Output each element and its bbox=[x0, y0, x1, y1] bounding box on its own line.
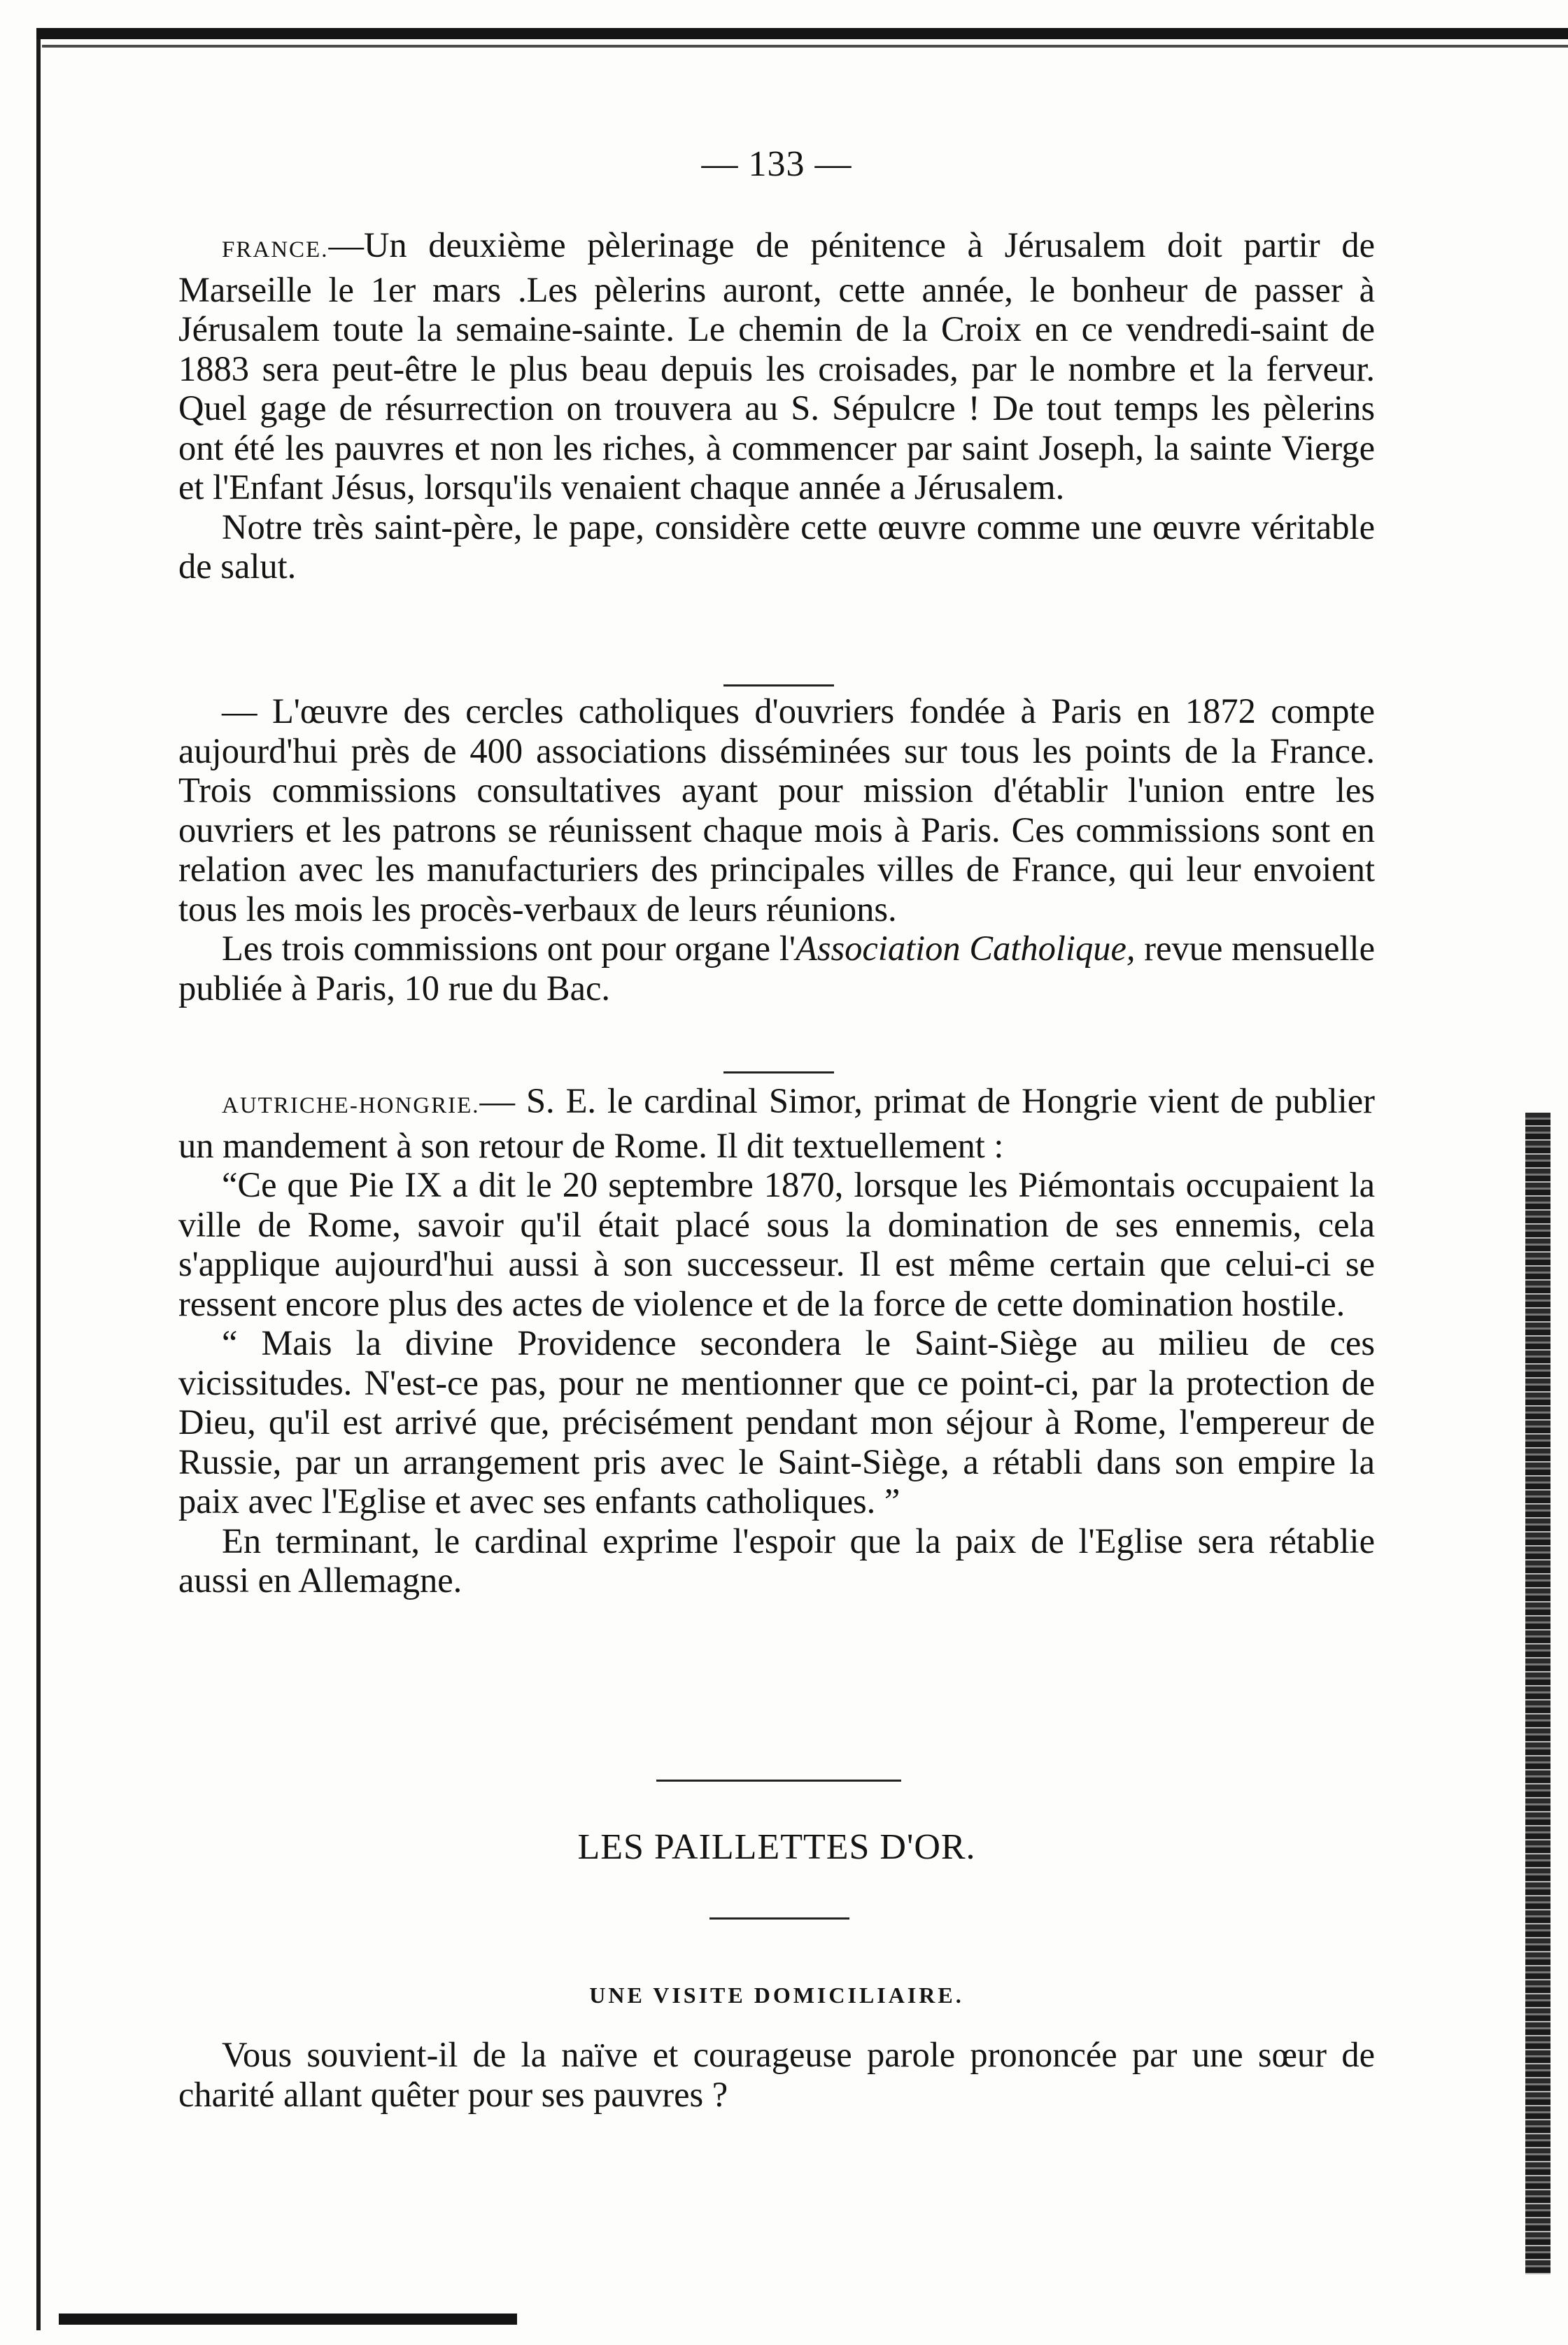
closing-section bbox=[178, 2035, 1375, 2114]
scan-border-top bbox=[36, 28, 1568, 39]
scan-edge-right bbox=[1525, 1113, 1551, 2274]
scan-border-top-inner bbox=[42, 45, 1568, 48]
autriche-quote-2: “ Mais la divine Providence secondera le Saint-Siège au milieu de ces vicissitudes. N'est-ce pas, pour ne mentionner que ce point-ci, par la protection de Dieu, qu'il est arrivé que, précisément pendant mon séjour à Rome, l'empereur de Russie, par un arrangement pris avec le Saint-Siège, a rétabli dans son empire la paix avec l'Eglise et avec ses enfants catholiques. ” bbox=[178, 1323, 1375, 1521]
autriche-quote-1: “Ce que Pie IX a dit le 20 septembre 1870, lorsque les Piémontais occupaient la ville de Rome, savoir qu'il était placé sous la domination de ses ennemis, cela s'applique aujourd'hui aussi à son successeur. Il est même certain que celui-ci se ressent encore plus des actes de violence et de la force de cette domination hostile. bbox=[178, 1165, 1375, 1323]
france-section bbox=[178, 225, 1375, 586]
france-paragraph-2: Notre très saint-père, le pape, considère cette œuvre comme une œuvre véritable de salut. bbox=[178, 507, 1375, 586]
france-paragraph bbox=[178, 225, 1375, 507]
france-label: FRANCE. bbox=[222, 237, 329, 262]
separator-rule bbox=[723, 1071, 834, 1073]
france-text: —Un deuxième pèlerinage de pénitence à Jérusalem doit partir de Marseille le 1er mars .Les pèlerins auront, cette année, le bonheur de passer à Jérusalem toute la semaine-sainte. Le chemin de la Croix en ce vendredi-saint de 1883 sera peut-être le plus beau depuis les croisades, par le nombre et la ferveur. Quel gage de résurrection on trouvera au S. Sépulcre ! De tout temps les pèlerins ont été les pauvres et non les riches, à commencer par saint Joseph, la sainte Vierge et l'Enfant Jésus, lorsqu'ils venaient chaque année a Jérusalem. bbox=[178, 225, 1375, 507]
scan-border-bottom bbox=[59, 2314, 517, 2325]
scan-border-left bbox=[36, 28, 41, 2330]
section-title: LES PAILLETTES D'OR. bbox=[577, 1827, 976, 1867]
cercles-text-b: revue mensuelle publiée à Paris, 10 rue du Bac. bbox=[178, 929, 1375, 1008]
autriche-section bbox=[178, 1081, 1375, 1600]
autriche-paragraph-closing: En terminant, le cardinal exprime l'espoir que la paix de l'Eglise sera rétablie aussi en Allemagne. bbox=[178, 1521, 1375, 1600]
autriche-paragraph bbox=[178, 1081, 1375, 1165]
autriche-label: AUTRICHE-HONGRIE. bbox=[222, 1093, 480, 1118]
cercles-section bbox=[178, 691, 1375, 1008]
separator-rule bbox=[723, 684, 834, 686]
cercles-text-a: Les trois commissions ont pour organe l' bbox=[222, 929, 796, 968]
page-number: — 133 — bbox=[701, 144, 852, 184]
subsection-title: UNE VISITE DOMICILIAIRE. bbox=[589, 1983, 964, 2008]
autriche-text: — S. E. le cardinal Simor, primat de Hongrie vient de publier un mandement à son retour de Rome. Il dit textuellement : bbox=[178, 1081, 1375, 1165]
section-rule bbox=[656, 1780, 901, 1782]
closing-paragraph: Vous souvient-il de la naïve et courageuse parole prononcée par une sœur de charité allant quêter pour ses pauvres ? bbox=[178, 2035, 1375, 2114]
cercles-paragraph-2 bbox=[178, 929, 1375, 1008]
cercles-paragraph: — L'œuvre des cercles catholiques d'ouvriers fondée à Paris en 1872 compte aujourd'hui près de 400 associations disséminées sur tous les points de la France. Trois commissions consultatives ayant pour mission d'établir l'union entre les ouvriers et les patrons se réunissent chaque mois à Paris. Ces commissions sont en relation avec les manufacturiers des principales villes de France, qui leur envoient tous les mois les procès-verbaux de leurs réunions. bbox=[178, 691, 1375, 929]
cercles-publication-title: Association Catholique, bbox=[795, 929, 1136, 968]
separator-rule bbox=[709, 1917, 849, 1920]
